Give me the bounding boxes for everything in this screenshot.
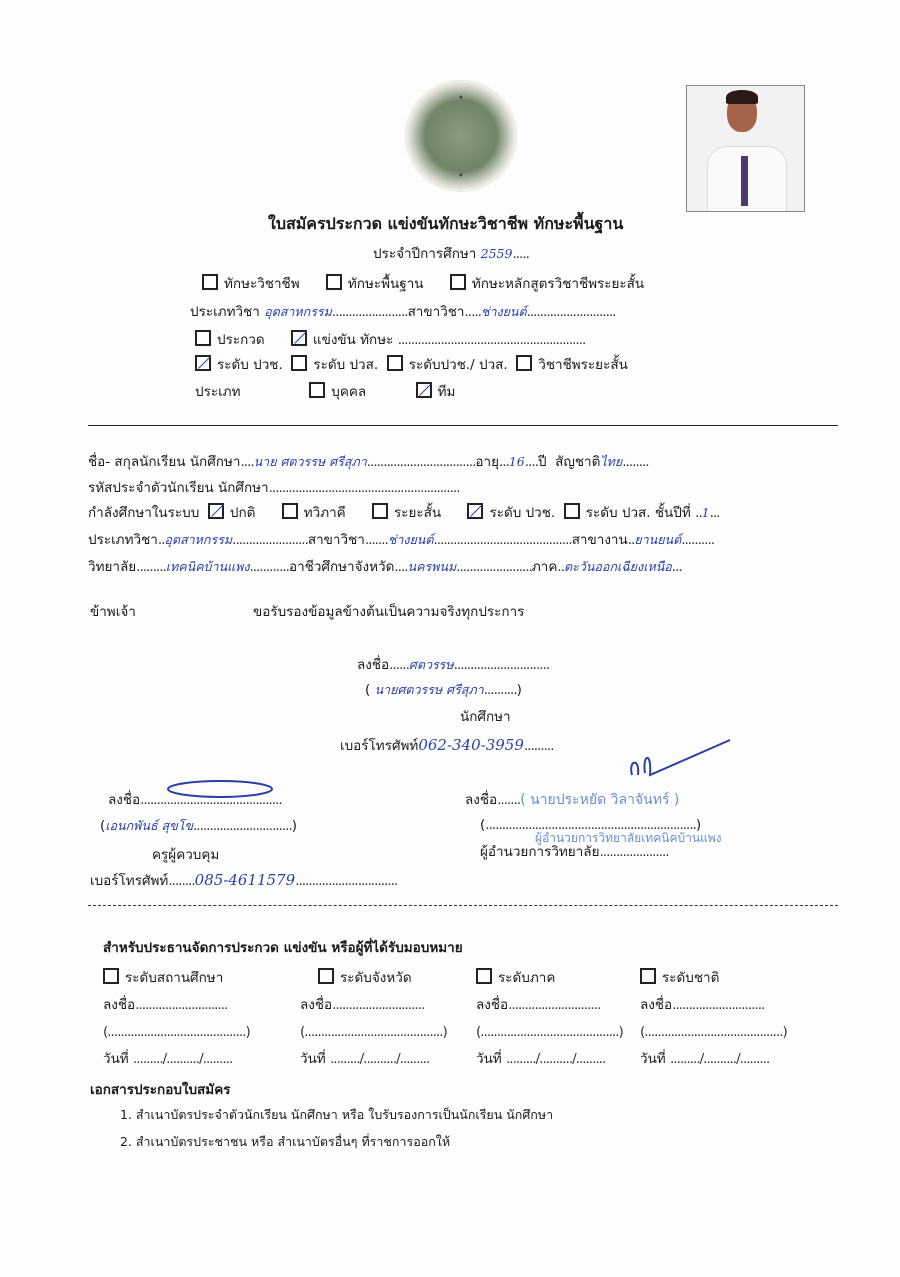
student-name-value: นายศตวรรษ ศรีสุภา bbox=[374, 682, 484, 697]
level-label: ระดับสถานศึกษา bbox=[125, 970, 224, 986]
entry-type-option: ทีม bbox=[437, 384, 456, 400]
label: ลงชื่อ bbox=[108, 792, 141, 808]
label: วิทยาลัย bbox=[88, 559, 137, 575]
teacher-name-value: เอนกพันธ์ สุขโข bbox=[105, 818, 193, 833]
checkbox[interactable] bbox=[476, 968, 492, 984]
applicant-photo bbox=[686, 85, 805, 212]
level-label: ระดับ ปวช. bbox=[217, 357, 283, 373]
committee-column: ระดับจังหวัด ลงชื่อ............................ (..........................................) วันที่ ........./........../......... bbox=[300, 970, 447, 1067]
student-role: นักศึกษา bbox=[460, 709, 511, 725]
label: ลงชื่อ bbox=[476, 997, 509, 1013]
label: ลงชื่อ bbox=[300, 997, 333, 1013]
committee-title: สำหรับประธานจัดการประกวด แข่งขัน หรือผู้ที่ได้รับมอบหมาย bbox=[103, 940, 463, 956]
checkbox[interactable] bbox=[309, 382, 325, 398]
student-signature: ศตวรรษ bbox=[408, 657, 454, 672]
label: ประเภทวิชา bbox=[88, 532, 158, 548]
divider-dashed bbox=[88, 905, 838, 906]
teacher-signature-row: ลงชื่อ........................................... bbox=[108, 792, 282, 808]
label: กำลังศึกษาในระบบ bbox=[88, 505, 200, 521]
student-signature-row: ลงชื่อ......ศตวรรษ............................. bbox=[357, 657, 550, 673]
academic-year-row: ประจำปีการศึกษา 2559..... bbox=[373, 246, 529, 262]
label: สัญชาติ bbox=[555, 454, 601, 470]
checkbox[interactable] bbox=[564, 503, 580, 519]
contest-label: ประกวด bbox=[217, 332, 265, 348]
checkbox[interactable] bbox=[326, 274, 342, 290]
skill-type-label: ทักษะวิชาชีพ bbox=[224, 276, 300, 292]
contest-label: แข่งขัน ทักษะ bbox=[312, 332, 394, 348]
director-printed-name: (................................................................) bbox=[480, 817, 702, 833]
checkbox[interactable] bbox=[202, 274, 218, 290]
checkbox[interactable] bbox=[195, 330, 211, 346]
contest-row: ประกวด แข่งขัน ทักษะ ......................................................... bbox=[195, 330, 585, 350]
category-label: ประเภทวิชา bbox=[190, 304, 260, 320]
student-id-row: รหัสประจำตัวนักเรียน นักศึกษา.......................................................... bbox=[88, 480, 460, 496]
checkbox[interactable] bbox=[640, 968, 656, 984]
age-value: 16 bbox=[508, 454, 525, 469]
branch-value: ช่างยนต์ bbox=[387, 532, 434, 547]
system-option: ระดับ ปวช. bbox=[489, 505, 556, 521]
teacher-role: ครูผู้ควบคุม bbox=[152, 847, 220, 863]
label: ลงชื่อ bbox=[465, 792, 498, 808]
label: ปี bbox=[537, 454, 547, 470]
divider bbox=[88, 425, 838, 426]
student-name-value: นาย ศตวรรษ ศรีสุภา bbox=[253, 454, 367, 469]
committee-column: ระดับภาค ลงชื่อ............................ (..........................................) วันที่ ........./........../......... bbox=[476, 970, 623, 1067]
label: อาชีวศึกษาจังหวัด bbox=[288, 559, 395, 575]
student-name-row: ชื่อ- สกุลนักเรียน นักศึกษา....นาย ศตวรรษ ศรีสุภา.................................อายุ...16....ปี สัญชาติไทย........ bbox=[88, 454, 649, 470]
college-value: เทคนิคบ้านแพง bbox=[165, 559, 250, 574]
skill-type-label: ทักษะพื้นฐาน bbox=[347, 276, 424, 292]
entry-type-option: บุคคล bbox=[331, 384, 367, 400]
branch-label: สาขาวิชา bbox=[407, 304, 465, 320]
field-value: ยานยนต์ bbox=[634, 532, 682, 547]
level-label: ระดับ ปวส. bbox=[313, 357, 379, 373]
certify-text: ขอรับรองข้อมูลข้างต้นเป็นความจริงทุกประการ bbox=[253, 604, 525, 620]
committee-column: ระดับชาติ ลงชื่อ............................ (..........................................) วันที่ ........./........../......... bbox=[640, 970, 787, 1067]
category-row: ประเภทวิชา อุตสาหกรรม.......................สาขาวิชา.....ช่างยนต์........................... bbox=[190, 304, 616, 320]
level-label: ระดับภาค bbox=[498, 970, 556, 986]
branch-value: ช่างยนต์ bbox=[480, 304, 527, 319]
label: สาขางาน bbox=[571, 532, 628, 548]
year-value: 2559 bbox=[480, 246, 513, 261]
director-signature-row: ลงชื่อ.......( นายประหยัด วิลาจันทร์ ) bbox=[465, 792, 680, 808]
student-phone-row: เบอร์โทรศัพท์062-340-3959......... bbox=[340, 736, 554, 754]
director-role: ผู้อำนวยการวิทยาลัย..................... bbox=[480, 844, 669, 860]
category-value: อุตสาหกรรม bbox=[264, 304, 332, 319]
checkbox[interactable] bbox=[450, 274, 466, 290]
teacher-phone-value: 085-4611579 bbox=[194, 871, 296, 889]
label: ลงชื่อ bbox=[640, 997, 673, 1013]
label: รหัสประจำตัวนักเรียน นักศึกษา bbox=[88, 480, 269, 496]
system-option: ระยะสั้น bbox=[394, 505, 442, 521]
entry-type-row bbox=[195, 382, 455, 402]
system-option: ทวิภาคี bbox=[303, 505, 346, 521]
entry-type-label: ประเภท bbox=[195, 384, 241, 400]
checkbox[interactable] bbox=[318, 968, 334, 984]
skill-type-label: ทักษะหลักสูตรวิชาชีพระยะสั้น bbox=[471, 276, 645, 292]
label: วันที่ bbox=[640, 1051, 666, 1067]
documents-title: เอกสารประกอบใบสมัคร bbox=[90, 1082, 231, 1098]
system-option: ปกติ bbox=[229, 505, 256, 521]
level-label: วิชาชีพระยะสั้น bbox=[538, 357, 628, 373]
year-label: ประจำปีการศึกษา bbox=[373, 246, 477, 262]
label: ลงชื่อ bbox=[357, 657, 390, 673]
label: สาขาวิชา bbox=[307, 532, 365, 548]
checkbox[interactable] bbox=[103, 968, 119, 984]
checkbox-checked[interactable] bbox=[467, 503, 483, 519]
committee-column: ระดับสถานศึกษา ลงชื่อ............................ (..........................................) วันที่ ........./........../......... bbox=[103, 970, 250, 1067]
director-title-stamp: ผู้อำนวยการวิทยาลัยเทคนิคบ้านแพง bbox=[535, 831, 722, 845]
checkbox-checked[interactable] bbox=[208, 503, 224, 519]
label: วันที่ bbox=[300, 1051, 326, 1067]
province-value: นครพนม bbox=[407, 559, 457, 574]
student-phone-value: 062-340-3959 bbox=[418, 736, 524, 754]
checkbox-checked[interactable] bbox=[195, 355, 211, 371]
form-title: ใบสมัครประกวด แข่งขันทักษะวิชาชีพ ทักษะพื้นฐาน bbox=[268, 214, 624, 233]
checkbox-checked[interactable] bbox=[291, 330, 307, 346]
label: ลงชื่อ bbox=[103, 997, 136, 1013]
checkbox-checked[interactable] bbox=[416, 382, 432, 398]
checkbox[interactable] bbox=[291, 355, 307, 371]
organization-seal-logo: ● ● bbox=[405, 80, 517, 192]
checkbox[interactable] bbox=[372, 503, 388, 519]
checkbox[interactable] bbox=[282, 503, 298, 519]
teacher-phone-row: เบอร์โทรศัพท์........085-4611579............................... bbox=[90, 871, 398, 889]
skill-type-row bbox=[202, 274, 644, 294]
document-item: 2. สำเนาบัตรประชาชน หรือ สำเนาบัตรอื่นๆ ที่ราชการออกให้ bbox=[120, 1134, 451, 1149]
label: เบอร์โทรศัพท์ bbox=[340, 738, 419, 754]
label: วันที่ bbox=[103, 1051, 129, 1067]
label: วันที่ bbox=[476, 1051, 502, 1067]
director-signature bbox=[620, 735, 740, 785]
class-year-value: 1 bbox=[701, 505, 710, 520]
checkbox[interactable] bbox=[387, 355, 403, 371]
level-row bbox=[195, 355, 628, 375]
document-item: 1. สำเนาบัตรประจำตัวนักเรียน นักศึกษา หรือ ใบรับรองการเป็นนักเรียน นักศึกษา bbox=[120, 1107, 554, 1122]
teacher-printed-name: (เอนกพันธ์ สุขโข..............................) bbox=[100, 818, 298, 834]
checkbox[interactable] bbox=[516, 355, 532, 371]
label: เบอร์โทรศัพท์ bbox=[90, 873, 169, 889]
student-printed-name: ( นายศตวรรษ ศรีสุภา..........) bbox=[365, 682, 522, 698]
category-value: อุตสาหกรรม bbox=[164, 532, 233, 547]
student-category-row: ประเภทวิชา..อุตสาหกรรม.......................สาขาวิชา.......ช่างยนต์..........................................สาขางาน..ยานยนต์.......... bbox=[88, 532, 715, 548]
level-label: ระดับชาติ bbox=[662, 970, 720, 986]
director-name-stamp: ( นายประหยัด วิลาจันทร์ ) bbox=[520, 792, 680, 808]
label: ภาค bbox=[531, 559, 558, 575]
study-system-row: กำลังศึกษาในระบบ ปกติ ทวิภาคี ระยะสั้น ระดับ ปวช. ระดับ ปวส. ชั้นปีที่ ..1... bbox=[88, 505, 720, 521]
region-value: ตะวันออกเฉียงเหนือ bbox=[564, 559, 672, 574]
system-option: ระดับ ปวส. ชั้นปีที่ bbox=[585, 505, 691, 521]
level-label: ระดับปวช./ ปวส. bbox=[408, 357, 508, 373]
level-label: ระดับจังหวัด bbox=[340, 970, 412, 986]
college-row: วิทยาลัย.........เทคนิคบ้านแพง............อาชีวศึกษาจังหวัด....นครพนม.......................ภาค..ตะวันออกเฉียงเหนือ... bbox=[88, 559, 682, 575]
label: ชื่อ- สกุลนักเรียน นักศึกษา bbox=[88, 454, 241, 470]
label: ผู้อำนวยการวิทยาลัย bbox=[480, 844, 600, 860]
certify-prefix: ข้าพเจ้า bbox=[90, 604, 136, 620]
label: อายุ bbox=[475, 454, 499, 470]
nationality-value: ไทย bbox=[600, 454, 623, 469]
